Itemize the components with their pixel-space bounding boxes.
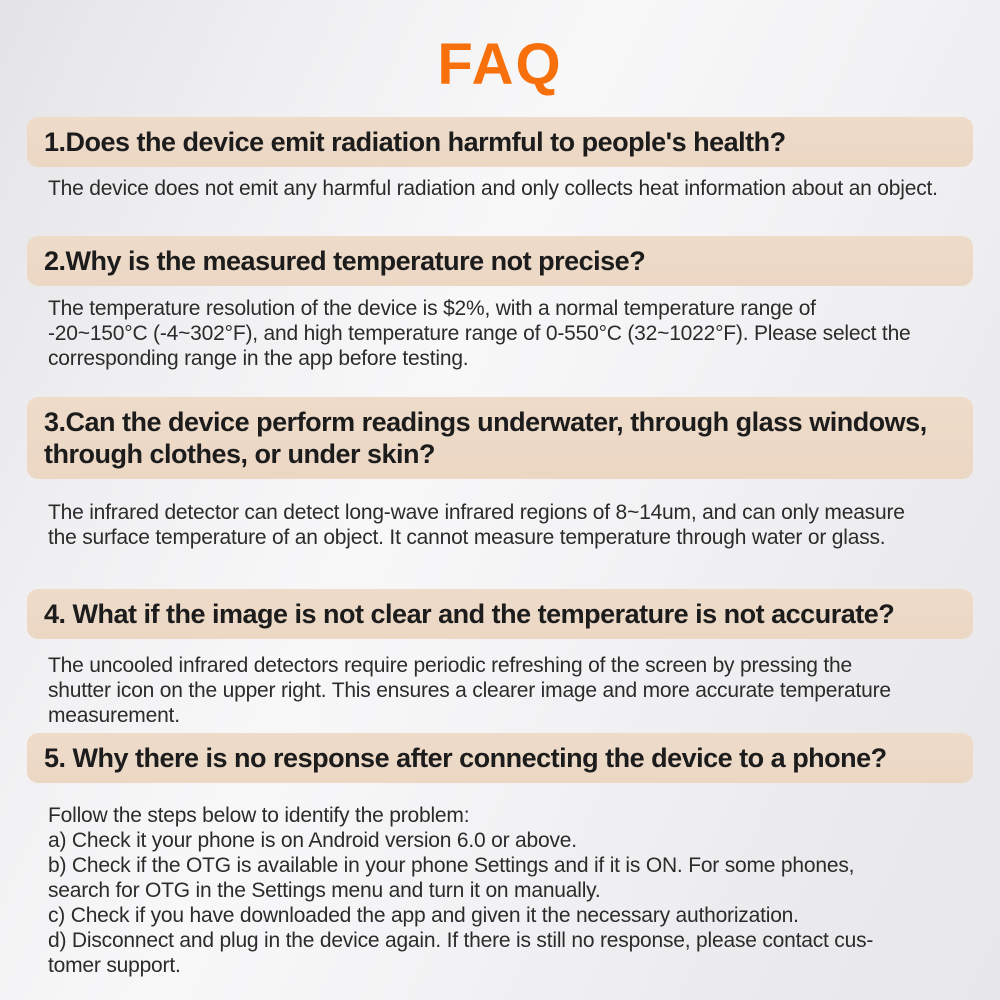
answer-line: the surface temperature of an object. It cannot measure temperature through water or glass. — [48, 526, 886, 549]
answer-line: The uncooled infrared detectors require periodic refreshing of the screen by pressing the — [48, 654, 852, 677]
answer-2 — [48, 296, 973, 371]
answer-line: The device does not emit any harmful radiation and only collects heat information about an object. — [48, 177, 938, 200]
answer-4 — [48, 653, 973, 728]
question-text: 3.Can the device perform readings underwater, through glass windows, — [44, 407, 927, 437]
answer-line: The temperature resolution of the device is $2%, with a normal temperature range of — [48, 297, 816, 320]
answer-line: tomer support. — [48, 954, 181, 977]
faq-section-2 — [0, 236, 1000, 371]
question-text: through clothes, or under skin? — [44, 439, 436, 469]
page-title: FAQ — [437, 32, 563, 97]
question-bar-5 — [27, 733, 973, 783]
faq-page — [0, 34, 1000, 1000]
question-bar-2 — [27, 236, 973, 286]
question-text: 1.Does the device emit radiation harmful to people's health? — [44, 127, 786, 157]
answer-line: Follow the steps below to identify the problem: — [48, 804, 470, 827]
answer-line: a) Check it your phone is on Android version 6.0 or above. — [48, 829, 577, 852]
answer-line: c) Check if you have downloaded the app and given it the necessary authorization. — [48, 904, 799, 927]
answer-line: shutter icon on the upper right. This ensures a clearer image and more accurate temperature — [48, 679, 891, 702]
answer-line: search for OTG in the Settings menu and turn it on manually. — [48, 879, 601, 902]
answer-1 — [48, 176, 973, 201]
question-text: 2.Why is the measured temperature not precise? — [44, 246, 646, 276]
question-bar-4 — [27, 589, 973, 639]
answer-line: d) Disconnect and plug in the device again. If there is still no response, please contact cus- — [48, 929, 874, 952]
answer-line: -20~150°C (-4~302°F), and high temperature range of 0-550°C (32~1022°F). Please select the — [48, 322, 911, 345]
faq-section-1 — [0, 117, 1000, 201]
faq-section-4 — [0, 589, 1000, 728]
faq-section-5 — [0, 733, 1000, 978]
question-bar-3 — [27, 397, 973, 479]
answer-line: The infrared detector can detect long-wave infrared regions of 8~14um, and can only measure — [48, 501, 905, 524]
answer-line: measurement. — [48, 704, 180, 727]
answer-3 — [48, 500, 973, 550]
faq-section-3 — [0, 397, 1000, 550]
question-text: 5. Why there is no response after connecting the device to a phone? — [44, 743, 887, 773]
answer-line: b) Check if the OTG is available in your phone Settings and if it is ON. For some phones, — [48, 854, 855, 877]
question-bar-1 — [27, 117, 973, 167]
question-text: 4. What if the image is not clear and the temperature is not accurate? — [44, 599, 895, 629]
answer-line: corresponding range in the app before testing. — [48, 347, 469, 370]
answer-5 — [48, 803, 973, 978]
